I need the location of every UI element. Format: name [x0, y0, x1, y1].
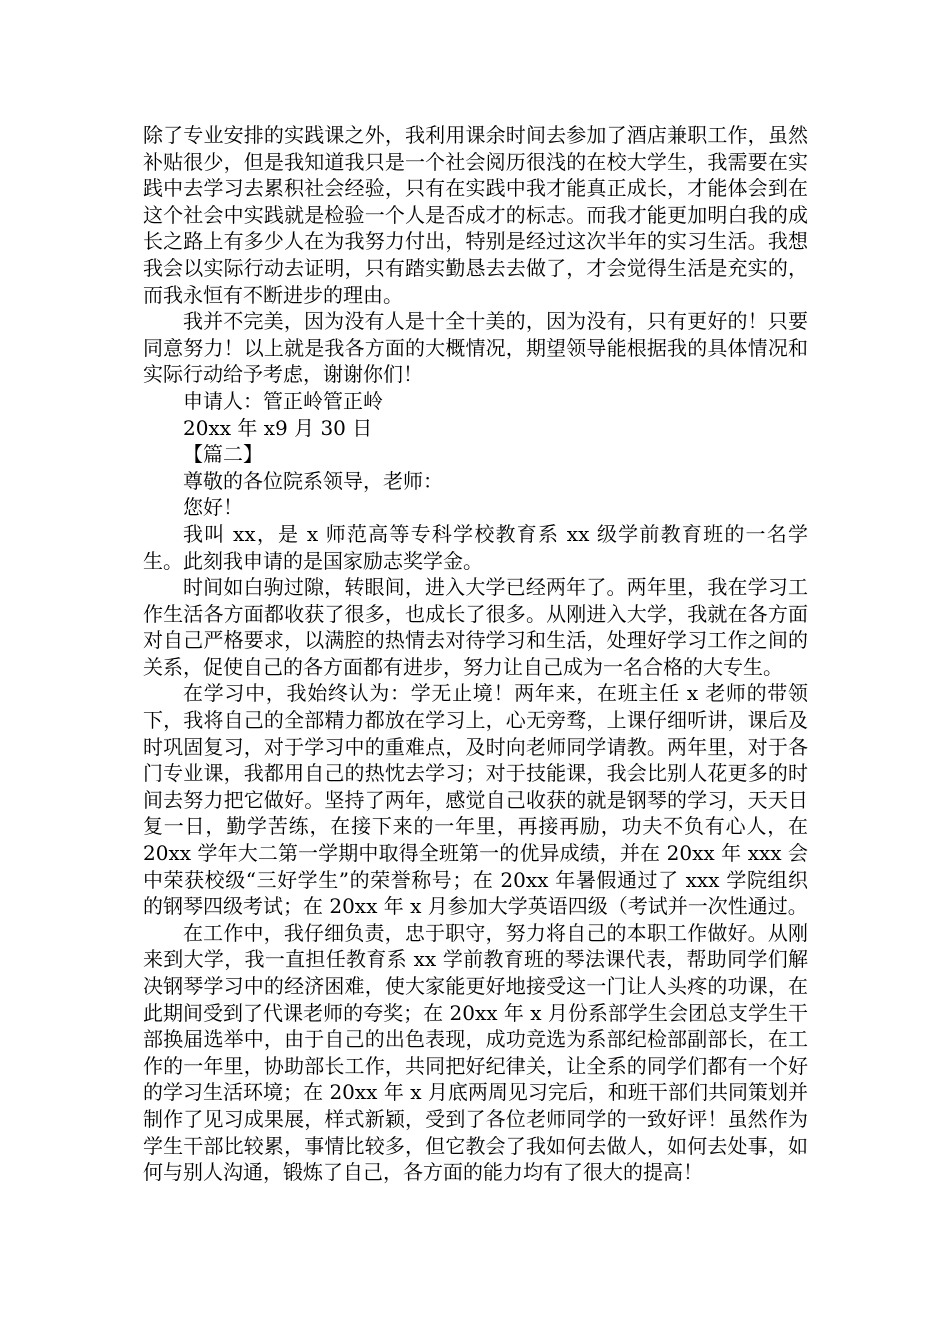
paragraph: 在工作中，我仔细负责，忠于职守，努力将自己的本职工作做好。从刚来到大学，我一直担任教育系 xx 学前教育班的琴法课代表，帮助同学们解决钢琴学习中的经济困难，使大家能更好地接受这一门让人头疼的功课，在此期间受到了代课老师的夸奖；在 20xx 年 x 月份系部学生会团总支学生干部换届选举中，由于自己的出色表现，成功竞选为系部纪检部副部长，在工作的一年里，协助部长工作，共同把好纪律关，让全系的同学们都有一个好的学习生活环境；在 20xx 年 x 月底两周见习完后，和班干部们共同策划并制作了见习成果展，样式新颖，受到了各位老师同学的一致好评！虽然作为学生干部比较累，事情比较多，但它教会了我如何去做人，如何去处事，如何与别人沟通，锻炼了自己，各方面的能力均有了很大的提高！ — [143, 920, 808, 1185]
document-body — [143, 122, 815, 1186]
paragraph: 时间如白驹过隙，转眼间，进入大学已经两年了。两年里，我在学习工作生活各方面都收获了很多，也成长了很多。从刚进入大学，我就在各方面对自己严格要求，以满腔的热情去对待学习和生活，处理好学习工作之间的关系，促使自己的各方面都有进步，努力让自己成为一名合格的大专生。 — [143, 575, 808, 679]
section-heading: 【篇二】 — [183, 442, 263, 467]
paragraph: 我并不完美，因为没有人是十全十美的，因为没有，只有更好的！只要同意努力！以上就是我各方面的大概情况，期望领导能根据我的具体情况和实际行动给予考虑，谢谢你们！ — [143, 309, 808, 387]
date-line: 20xx 年 x9 月 30 日 — [183, 415, 373, 440]
applicant-line: 申请人：管正岭管正岭 — [183, 388, 383, 413]
paragraph: 在学习中，我始终认为：学无止境！两年来，在班主任 x 老师的带领下，我将自己的全部精力都放在学习上，心无旁骛，上课仔细听讲，课后及时巩固复习，对于学习中的重难点，及时向老师同学请教。两年里，对于各门专业课，我都用自己的热忱去学习；对于技能课，我会比别人花更多的时间去努力把它做好。坚持了两年，感觉自己收获的就是钢琴的学习，天天日复一日，勤学苦练，在接下来的一年里，再接再励，功夫不负有心人，在 20xx 学年大二第一学期中取得全班第一的优异成绩，并在 20xx 年 xxx 会中荣获校级“三好学生”的荣誉称号；在 20xx 年暑假通过了 xxx 学院组织的钢琴四级考试；在 20xx 年 x 月参加大学英语四级（考试并一次性通过。 — [143, 681, 815, 919]
greeting: 您好！ — [183, 495, 243, 520]
salutation: 尊敬的各位院系领导，老师： — [183, 468, 443, 493]
paragraph: 除了专业安排的实践课之外，我利用课余时间去参加了酒店兼职工作，虽然补贴很少，但是我知道我只是一个社会阅历很浅的在校大学生，我需要在实践中去学习去累积社会经验，只有在实践中我才能真正成长，才能体会到在这个社会中实践就是检验一个人是否成才的标志。而我才能更加明白我的成长之路上有多少人在为我努力付出，特别是经过这次半年的实习生活。我想我会以实际行动去证明，只有踏实勤恳去去做了，才会觉得生活是充实的，而我永恒有不断进步的理由。 — [143, 123, 808, 307]
paragraph: 我叫 xx，是 x 师范高等专科学校教育系 xx 级学前教育班的一名学生。此刻我申请的是国家励志奖学金。 — [143, 521, 808, 573]
